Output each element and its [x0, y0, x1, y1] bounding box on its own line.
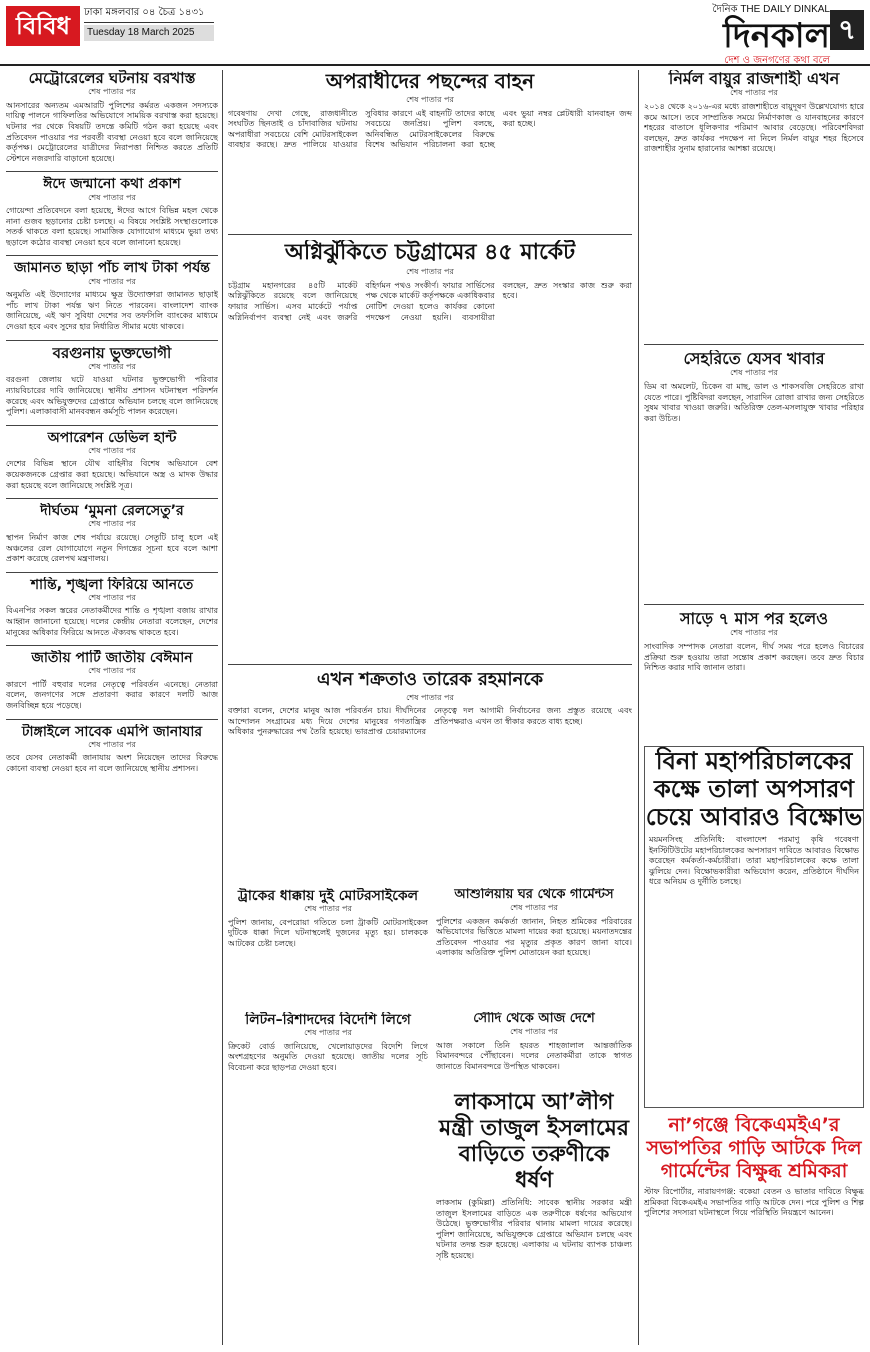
story-body: ময়মনসিংহ প্রতিনিধি: বাংলাদেশ পরমাণু কৃষি গবেষণা ইনস্টিটিউটের মহাপরিচালকের অপসারণ দাবিতে আবারও বিক্ষোভ করেছেন কর্মকর্তা-কর্মচারীরা। তারা মহাপরিচালকের কক্ষে তালা ঝুলিয়ে দেন। বিক্ষোভকারীরা অভিযোগ করেন, প্রতিষ্ঠানে দীর্ঘদিন ধরে অনিয়ম ও দুর্নীতি চলছে।: [649, 835, 859, 887]
story-body: লাকসাম (কুমিল্লা) প্রতিনিধি: সাবেক স্থানীয় সরকার মন্ত্রী তাজুল ইসলামের বাড়িতে এক তরুণীকে ধর্ষণের অভিযোগ উঠেছে। ভুক্তভোগীর পরিবার থানায় মামলা দায়ের করেছে। পুলিশ জানিয়েছে, অভিযুক্তকে গ্রেপ্তারে অভিযান চলছে এবং ঘটনার তদন্ত শুরু হয়েছে। এলাকায় এ ঘটনায় ব্যাপক চাঞ্চল্য সৃষ্টি হয়েছে।: [436, 1198, 632, 1260]
story-body: বিএনপির সকল স্তরের নেতাকর্মীদের শান্তি ও শৃঙ্খলা বজায় রাখার আহ্বান জানানো হয়েছে। দলের কেন্দ্রীয় নেতারা বলেছেন, দেশের মানুষের অধিকার ফিরিয়ে আনতে ঐক্যবদ্ধ থাকতে হবে।: [6, 606, 218, 637]
headline: আশুলিয়ায় ঘর থেকে গার্মেন্টস: [454, 888, 614, 902]
continued-label: শেষ পাতার পর: [88, 361, 136, 371]
story-tangail[interactable]: [6, 724, 218, 778]
continued-label: শেষ পাতার পর: [304, 904, 352, 914]
story-body: ডিম বা অমলেট, চিকেন বা মাছ, ডাল ও শাকসবজি সেহরিতে রাখা যেতে পারে। পুষ্টিবিদরা বলছেন, সারাদিন রোজা রাখার জন্য সেহরিতে সুষম খাবার খাওয়া জরুরি। অতিরিক্ত তেল-মসলাযুক্ত খাবার পরিহার করা উচিত।: [644, 381, 864, 423]
story-garment[interactable]: [436, 888, 632, 1008]
story-saudi[interactable]: [436, 1012, 632, 1082]
story-liton[interactable]: [228, 1012, 428, 1342]
headline: লাকসামে আ’লীগ মন্ত্রী তাজুল ইসলামের বাড়িতে তরুণীকে ধর্ষণ: [439, 1090, 629, 1193]
story-truck[interactable]: [228, 888, 428, 1008]
story-body: আনসারের অন্যতম এমআরটি পুলিশের কর্মরত একজন সদস্যকে দায়িত্ব পালনে গাফিলতির অভিযোগে সাময়িক বরখাস্ত করা হয়েছে। ঘটনার পর থেকে বিষয়টি তদন্তে কমিটি গঠন করা হয়েছে এবং প্রতিবেদন পাওয়ার পর পরবর্তী ব্যবস্থা নেওয়া হবে বলে জানিয়েছে কর্তৃপক্ষ। মেট্রোরেলের যাত্রীদের নিরাপত্তা নিশ্চিত করতে প্রতিটি স্টেশনে নজরদারি বাড়ানো হয়েছে।: [6, 100, 218, 163]
headline: লিটন–রিশাদদের বিদেশি লিগে: [245, 1012, 411, 1028]
brand-english-name: THE DAILY DINKAL: [740, 4, 830, 15]
headline: ঈদে জন্মানো কথা প্রকাশ: [43, 176, 181, 193]
story-ctg[interactable]: [228, 240, 632, 660]
story-body: সাংবাদিক সম্পাদক নেতারা বলেন, দীর্ঘ সময় পরে হলেও বিচারের প্রক্রিয়া শুরু হওয়ায় তারা সন্তোষ প্রকাশ করছেন। তবে দ্রুত বিচার নিশ্চিত করার দাবি জানান তারা।: [644, 641, 864, 673]
story-body: ক্রিকেট বোর্ড জানিয়েছে, খেলোয়াড়দের বিদেশি লিগে অংশগ্রহণের অনুমতি দেওয়া হয়েছে। জাতীয় দলের সূচি বিবেচনা করে ছাড়পত্র দেওয়া হবে।: [228, 1041, 428, 1072]
section-badge: বিবিধ: [6, 6, 80, 46]
issue-meta: [84, 6, 214, 41]
headline: সৌদি থেকে আজ দেশে: [473, 1012, 595, 1026]
story-bkmea[interactable]: [644, 1114, 864, 1342]
continued-label: শেষ পাতার পর: [730, 88, 778, 98]
continued-label: শেষ পাতার পর: [730, 368, 778, 378]
headline: না’গঞ্জে বিকেএমইএ’র সভাপতির গাড়ি আটকে দিল গার্মেন্টের বিক্ষুব্ধ শ্রমিকরা: [646, 1114, 862, 1182]
headline: শান্তি, শৃঙ্খলা ফিরিয়ে আনতে: [30, 576, 194, 593]
story-body: আজ সকালে তিনি হযরত শাহজালাল আন্তর্জাতিক বিমানবন্দরে পৌঁছাবেন। দলের নেতাকর্মীরা তাকে স্বাগত জানাতে বিমানবন্দরে উপস্থিত থাকবেন।: [436, 1040, 632, 1071]
date-bangla: ঢাকা মঙ্গলবার ০৪ চৈত্র ১৪৩১: [84, 6, 214, 23]
story-body: দেশের বিভিন্ন স্থানে যৌথ বাহিনীর বিশেষ অভিযানে বেশ কয়েকজনকে গ্রেপ্তার করা হয়েছে। অভিযানে অস্ত্র ও মাদক উদ্ধার করা হয়েছে বলে জানিয়েছে সংশ্লিষ্ট সূত্র।: [6, 459, 218, 490]
story-operation[interactable]: [6, 430, 218, 494]
brand-tagline: দেশ ও জনগণের কথা বলে: [724, 55, 830, 66]
divider: [6, 645, 218, 646]
continued-label: শেষ পাতার পর: [406, 267, 454, 277]
headline: বিনা মহাপরিচালকের কক্ষে তালা অপসারণ চেয়ে আবারও বিক্ষোভ: [645, 747, 863, 831]
story-minister[interactable]: [436, 1090, 632, 1342]
story-body: তবে যেসব নেতাকর্মী জানাযায় অংশ নিয়েছেন তাদের বিরুদ্ধে কোনো ব্যবস্থা নেওয়া হবে না বলে জানিয়েছে স্থানীয় প্রশাসন।: [6, 753, 218, 773]
column-1: [6, 70, 218, 1345]
continued-label: শেষ পাতার পর: [406, 692, 454, 702]
continued-label: শেষ পাতার পর: [88, 739, 136, 749]
continued-label: শেষ পাতার পর: [510, 1026, 558, 1036]
story-criminals[interactable]: [228, 70, 632, 230]
masthead: [0, 0, 870, 66]
headline: বরগুনায় ভুক্তভোগী: [52, 344, 172, 362]
divider: [228, 664, 632, 665]
continued-label: শেষ পাতার পর: [88, 519, 136, 529]
headline: এখন শক্রতাও তারেক রহমানকে: [316, 670, 544, 690]
story-peace[interactable]: [6, 577, 218, 641]
daily-label: দৈনিক: [712, 4, 738, 15]
story-tarique[interactable]: [228, 670, 632, 880]
headline: অপারেশন ডেভিল হান্ট: [47, 429, 177, 446]
story-body: গোয়েন্দা প্রতিবেদনে বলা হয়েছে, ঈদের আগে বিভিন্ন মহল থেকে নানা গুজব ছড়ানোর চেষ্টা চলছে। এ বিষয়ে সংশ্লিষ্ট সংস্থাগুলোকে সতর্ক থাকতে বলা হয়েছে। সামাজিক যোগাযোগ মাধ্যমে ভুয়া তথ্য ছড়ালে কঠোর ব্যবস্থা নেওয়া হবে বলে জানানো হয়েছে।: [6, 206, 218, 247]
story-body: পুলিশের একজন কর্মকর্তা জানান, নিহত শ্রমিকের পরিবারের অভিযোগের ভিত্তিতে মামলা দায়ের করা হয়েছে। ময়নাতদন্তের প্রতিবেদন পাওয়ার পর মৃত্যুর প্রকৃত কারণ জানা যাবে। এলাকায় অতিরিক্ত পুলিশ মোতায়েন করা হয়েছে।: [436, 916, 632, 958]
headline: জামানত ছাড়া পাঁচ লাখ টাকা পর্যন্ত: [14, 260, 210, 277]
story-body: কারণে পার্টি বহুবার দলের নেতৃত্বে পরিবর্তন এনেছে। নেতারা বলেন, জনগণের সঙ্গে প্রতারণা করার কারণে দলটি আজ জনবিচ্ছিন্ন হয়ে পড়েছে।: [6, 679, 218, 711]
story-metro[interactable]: [6, 70, 218, 167]
continued-label: শেষ পাতার পর: [88, 192, 136, 202]
story-food[interactable]: [644, 350, 864, 600]
headline: নির্মল বায়ুর রাজশাহী এখন: [668, 70, 840, 88]
divider: [644, 344, 864, 345]
story-body: গবেষণায় দেখা গেছে, রাজধানীতে সংঘটিত ছিনতাই ও চাঁদাবাজির ঘটনায় অপরাধীরা সবচেয়ে বেশি মোটরসাইকেল ব্যবহার করছে। দ্রুত পালিয়ে যাওয়ার সুবিধার কারণে এই বাহনটি তাদের কাছে সবচেয়ে জনপ্রিয়। পুলিশ বলছে, অনিবন্ধিত মোটরসাইকেলের বিরুদ্ধে বিশেষ অভিযান পরিচালনা করা হচ্ছে এবং ভুয়া নম্বর প্লেটধারী যানবাহন জব্দ করা হচ্ছে।: [228, 108, 632, 150]
divider: [228, 234, 632, 235]
column-divider: [222, 70, 223, 1345]
headline: জাতীয় পার্টি জাতীয় বেঈমান: [31, 650, 193, 667]
divider: [6, 340, 218, 341]
story-rajshahi[interactable]: [644, 70, 864, 340]
story-body: ২০১৪ থেকে ২০১৬-এর মধ্যে রাজশাহীতে বায়ুদূষণ উল্লেখযোগ্য হারে কমে আসে। তবে সাম্প্রতিক সময়ে নির্মাণকাজ ও যানবাহনের কারণে শহরের বাতাসে ধূলিকণার পরিমাণ আবার বেড়েছে। পরিবেশবিদরা বলছেন, দ্রুত কার্যকর পদক্ষেপ না নিলে নির্মল বায়ুর শহর হিসেবে রাজশাহীর সুনাম হারানোর আশঙ্কা রয়েছে।: [644, 101, 864, 154]
headline: অপরাধীদের পছন্দের বাহন: [325, 70, 535, 93]
story-body: বরগুনা জেলায় ঘটে যাওয়া ঘটনার ভুক্তভোগী পরিবার ন্যায়বিচারের দাবি জানিয়েছে। স্থানীয় প্রশাসন ঘটনাস্থল পরিদর্শন করেছে এবং অভিযুক্তদের গ্রেপ্তারে অভিযান চলছে বলে জানিয়েছে পুলিশ। এলাকাবাসী মানববন্ধন কর্মসূচি পালন করেছেন।: [6, 375, 218, 417]
newspaper-brand: [630, 2, 830, 70]
headline: দীর্ঘতম ‘মুমনা রেলসেতু’র: [40, 503, 184, 520]
continued-label: শেষ পাতার পর: [88, 666, 136, 676]
headline: মেট্রোরেলের ঘটনায় বরখাস্ত: [28, 70, 196, 87]
continued-label: শেষ পাতার পর: [88, 87, 136, 97]
continued-label: শেষ পাতার পর: [88, 445, 136, 455]
story-bail[interactable]: [6, 260, 218, 335]
continued-label: শেষ পাতার পর: [730, 628, 778, 638]
divider: [6, 171, 218, 172]
story-protest[interactable]: [644, 746, 864, 1108]
story-body: স্টাফ রিপোর্টার, নারায়ণগঞ্জ: বকেয়া বেতন ও ভাতার দাবিতে বিক্ষুব্ধ শ্রমিকরা বিকেএমইএ সভাপতির গাড়ি আটকে দেন। পরে পুলিশ ও শিল্প পুলিশের সদস্যরা ঘটনাস্থলে গিয়ে পরিস্থিতি নিয়ন্ত্রণে আনেন।: [644, 1187, 864, 1218]
headline: ট্রাকের ধাক্কায় দুই মোটরসাইকেল: [237, 888, 419, 904]
brand-name: দিনকাল: [723, 16, 830, 56]
continued-label: শেষ পাতার পর: [88, 276, 136, 286]
story-body: বক্তারা বলেন, দেশের মানুষ আজ পরিবর্তন চায়। দীর্ঘদিনের আন্দোলন সংগ্রামের মধ্য দিয়ে দেশের মানুষের গণতান্ত্রিক অধিকার পুনরুদ্ধারের পথ তৈরি হয়েছে। ভারপ্রাপ্ত চেয়ারম্যানের নেতৃত্বে দল আগামী নির্বাচনের জন্য প্রস্তুত রয়েছে এবং প্রতিপক্ষরাও এখন তা স্বীকার করতে বাধ্য হচ্ছে।: [228, 706, 632, 737]
story-body: চট্টগ্রাম মহানগরের ৪৫টি মার্কেট অগ্নিঝুঁকিতে রয়েছে বলে জানিয়েছে ফায়ার সার্ভিস। এসব মার্কেটে পর্যাপ্ত অগ্নিনির্বাপণ ব্যবস্থা নেই এবং জরুরি বহির্গমন পথও সংকীর্ণ। ফায়ার সার্ভিসের পক্ষ থেকে মার্কেট কর্তৃপক্ষকে একাধিকবার নোটিশ দেওয়া হলেও কার্যকর কোনো পদক্ষেপ নেওয়া হয়নি। ব্যবসায়ীরা বলছেন, দ্রুত সংস্কার কাজ শুরু করা হবে।: [228, 280, 632, 322]
story-victim[interactable]: [6, 345, 218, 421]
story-eid[interactable]: [6, 176, 218, 251]
headline: সাড়ে ৭ মাস পর হলেও: [679, 610, 829, 628]
story-meghna[interactable]: [6, 503, 218, 567]
story-body: অনুমতি এই উদ্যোগের মাধ্যমে ক্ষুদ্র উদ্যোক্তারা জামানত ছাড়াই পাঁচ লাখ টাকা পর্যন্ত ঋণ নিতে পারবেন। বাংলাদেশ ব্যাংক জানিয়েছে, এই ঋণ সুবিধা দেশের সব তফসিলি ব্যাংকের মাধ্যমে দেওয়া হবে এবং সুদের হার নির্ধারিত সীমার মধ্যে থাকবে।: [6, 290, 218, 331]
continued-label: শেষ পাতার পর: [304, 1028, 352, 1038]
date-english: Tuesday 18 March 2025: [84, 25, 214, 41]
story-jatiya[interactable]: [6, 650, 218, 714]
page-number: ৭: [830, 10, 864, 50]
headline: সেহরিতে যেসব খাবার: [683, 350, 825, 368]
divider: [644, 604, 864, 605]
divider: [6, 425, 218, 426]
continued-label: শেষ পাতার পর: [406, 95, 454, 104]
continued-label: শেষ পাতার পর: [88, 592, 136, 602]
story-body: পুলিশ জানায়, বেপরোয়া গতিতে চলা ট্রাকটি মোটরসাইকেল দুটিকে ধাক্কা দিলে ঘটনাস্থলেই দুজনের মৃত্যু হয়। চালককে আটকের চেষ্টা চলছে।: [228, 917, 428, 948]
headline: টাঙ্গাইলে সাবেক এমপি জানাযার: [21, 723, 203, 740]
divider: [6, 255, 218, 256]
story-body: স্থাপন নির্মাণ কাজ শেষ পর্যায়ে রয়েছে। সেতুটি চালু হলে এই অঞ্চলের রেল যোগাযোগে নতুন দিগন্তের সূচনা হবে বলে আশা প্রকাশ করেছে রেলপথ মন্ত্রণালয়।: [6, 532, 218, 564]
divider: [6, 719, 218, 720]
divider: [6, 572, 218, 573]
continued-label: শেষ পাতার পর: [510, 902, 558, 912]
headline: অগ্নিঝুঁকিতে চট্টগ্রামের ৪৫ মার্কেট: [284, 240, 576, 265]
column-divider: [638, 70, 639, 1345]
story-sentence[interactable]: [644, 610, 864, 740]
divider: [6, 498, 218, 499]
